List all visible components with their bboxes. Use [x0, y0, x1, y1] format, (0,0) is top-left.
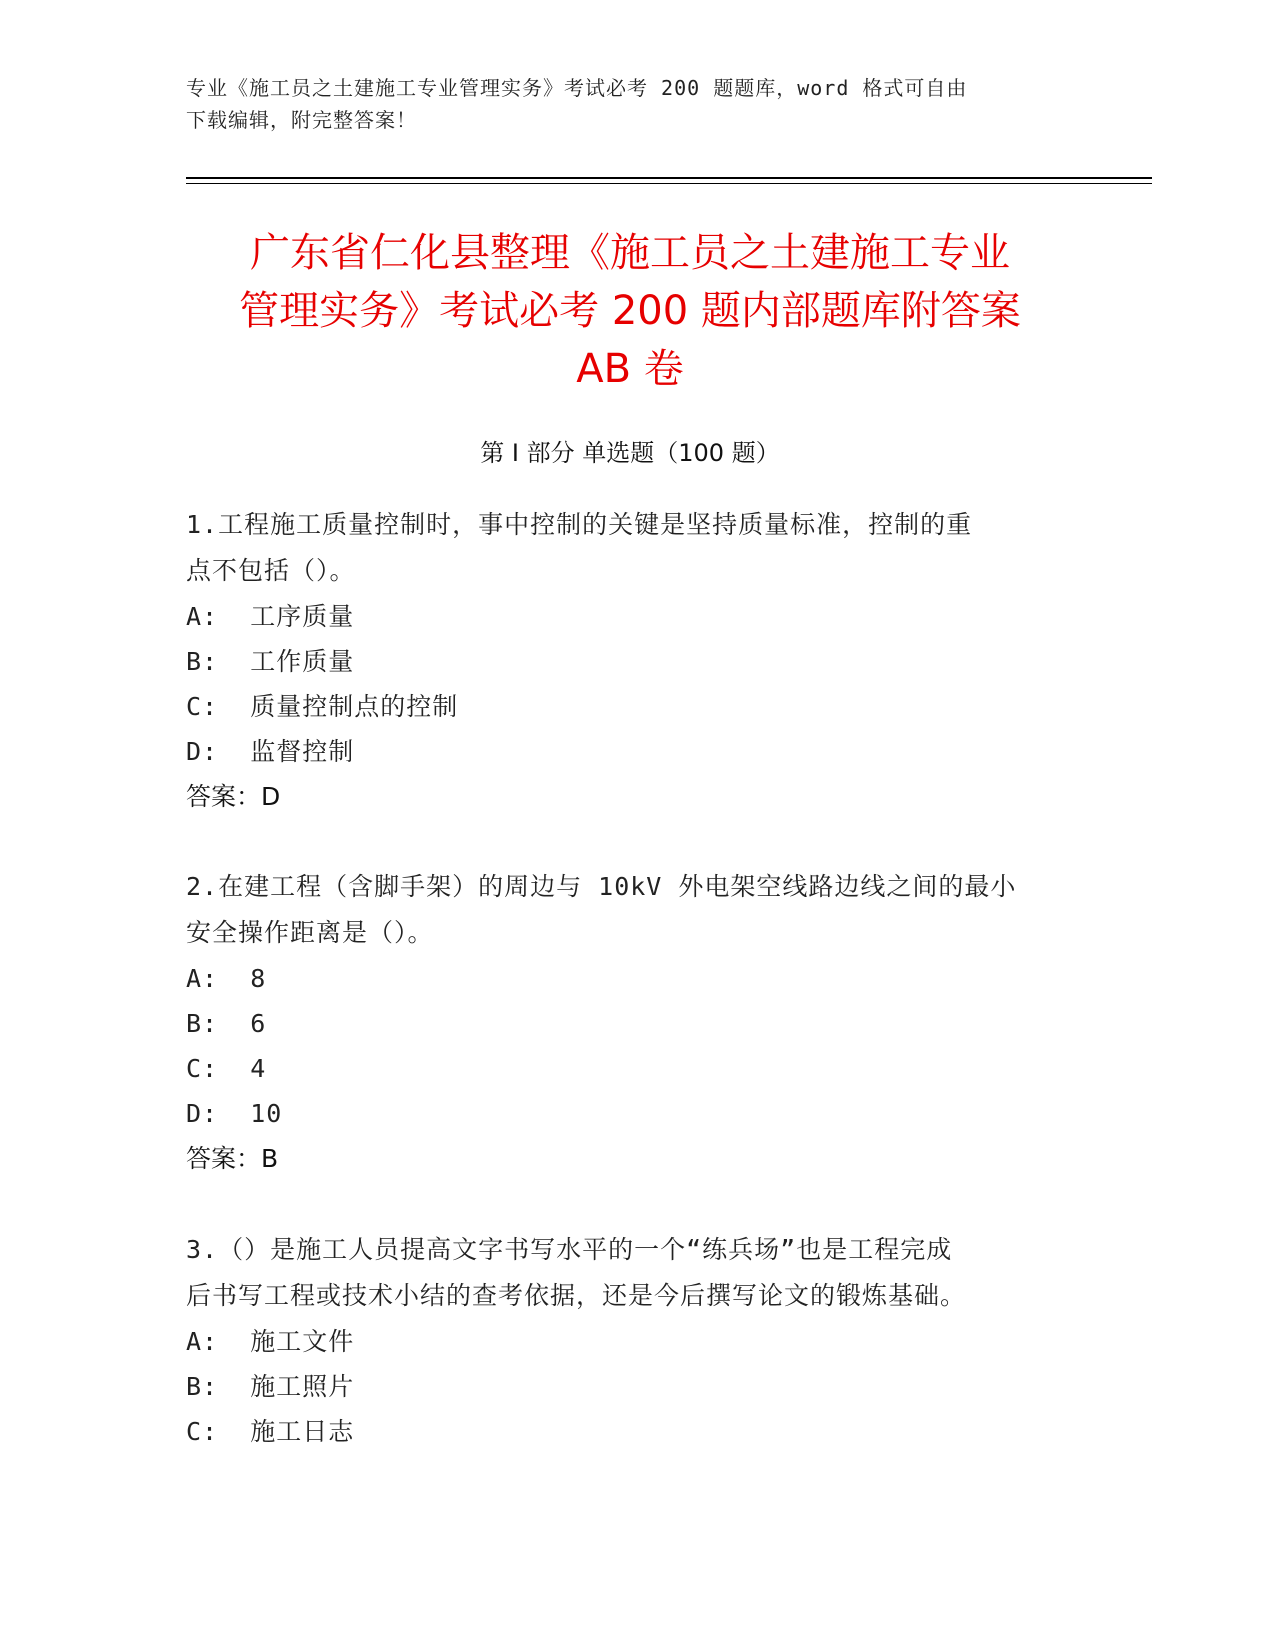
option-c: C: 质量控制点的控制 — [186, 692, 459, 721]
question-1 — [186, 502, 1086, 819]
header-divider-thick — [186, 177, 1152, 179]
question-stem-line-1: 2.在建工程（含脚手架）的周边与 10kV 外电架空线路边线之间的最小 — [186, 872, 1017, 901]
title-line-3: AB 卷 — [576, 346, 684, 392]
option-c: C: 施工日志 — [186, 1417, 355, 1446]
title-line-1: 广东省仁化县整理《施工员之土建施工专业 — [250, 230, 1010, 276]
document-title — [180, 224, 1080, 398]
option-a: A: 8 — [186, 964, 267, 993]
option-a: A: 工序质量 — [186, 602, 355, 631]
option-b: B: 工作质量 — [186, 647, 355, 676]
option-c: C: 4 — [186, 1054, 267, 1083]
option-a: A: 施工文件 — [186, 1327, 355, 1356]
option-d: D: 10 — [186, 1099, 283, 1128]
question-stem-line-2: 后书写工程或技术小结的查考依据，还是今后撰写论文的锻炼基础。 — [186, 1281, 967, 1310]
header-note-line-2: 下载编辑，附完整答案！ — [186, 108, 417, 132]
option-b: B: 施工照片 — [186, 1372, 355, 1401]
question-stem-line-2: 点不包括（）。 — [186, 556, 356, 585]
header-divider-thin — [186, 183, 1152, 184]
question-stem-line-1: 3.（）是施工人员提高文字书写水平的一个“练兵场”也是工程完成 — [186, 1235, 953, 1264]
question-stem-line-1: 1.工程施工质量控制时，事中控制的关键是坚持质量标准，控制的重 — [186, 510, 973, 539]
question-2 — [186, 864, 1086, 1181]
question-3 — [186, 1227, 1086, 1454]
section-heading: 第 I 部分 单选题（100 题） — [480, 439, 780, 467]
answer: 答案：D — [186, 782, 281, 811]
option-b: B: 6 — [186, 1009, 267, 1038]
answer: 答案：B — [186, 1144, 279, 1173]
option-d: D: 监督控制 — [186, 737, 355, 766]
header-note-line-1: 专业《施工员之土建施工专业管理实务》考试必考 200 题题库，word 格式可自由 — [186, 76, 968, 100]
title-line-2: 管理实务》考试必考 200 题内部题库附答案 — [239, 288, 1021, 334]
header-note — [186, 72, 1086, 136]
question-stem-line-2: 安全操作距离是（）。 — [186, 918, 434, 947]
